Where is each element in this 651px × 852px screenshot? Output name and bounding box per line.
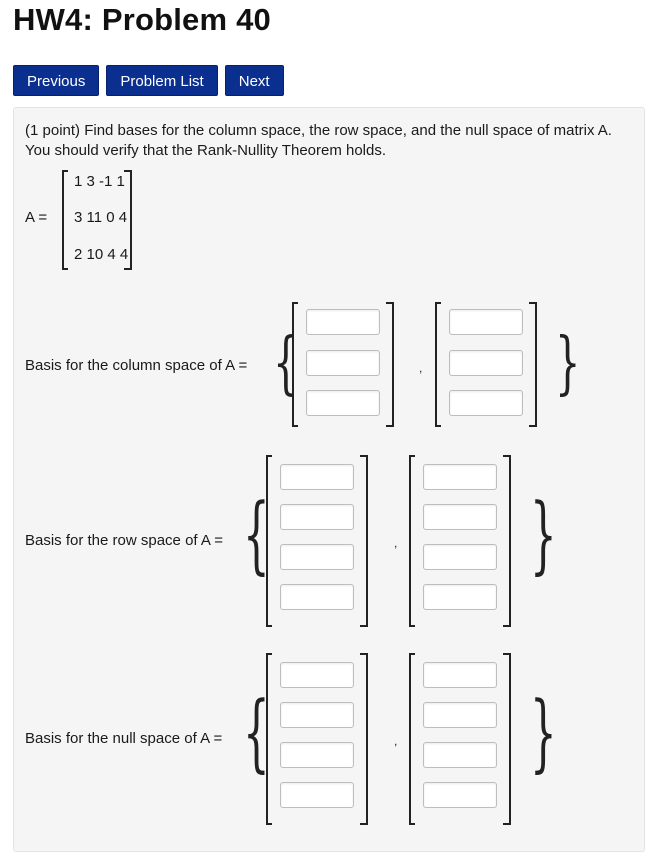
null-space-label: Basis for the null space of A = <box>25 730 223 747</box>
row-basis-v2-entry-4[interactable] <box>423 584 497 610</box>
row-basis-v2-entry-3[interactable] <box>423 544 497 570</box>
column-basis-v2-entry-3[interactable] <box>449 390 523 416</box>
null-basis-v2-entry-3[interactable] <box>423 742 497 768</box>
row-basis-v1-entry-1[interactable] <box>280 464 354 490</box>
row-basis-vector-2 <box>409 455 511 627</box>
vector-comma: , <box>394 536 398 550</box>
previous-button[interactable]: Previous <box>13 65 99 96</box>
null-basis-v1-entry-2[interactable] <box>280 702 354 728</box>
open-brace: { <box>243 485 270 583</box>
close-brace: } <box>530 485 557 583</box>
open-brace: { <box>273 324 299 404</box>
row-basis-v1-entry-4[interactable] <box>280 584 354 610</box>
problem-list-button[interactable]: Problem List <box>106 65 217 96</box>
open-brace: { <box>243 683 270 781</box>
column-basis-v1-entry-2[interactable] <box>306 350 380 376</box>
null-basis-v1-entry-4[interactable] <box>280 782 354 808</box>
column-basis-vector-2 <box>435 302 537 427</box>
column-basis-vector-1 <box>292 302 394 427</box>
column-basis-v1-entry-3[interactable] <box>306 390 380 416</box>
matrix-row-1: 1 3 -1 1 <box>74 173 125 190</box>
problem-nav <box>13 65 284 96</box>
column-space-label: Basis for the column space of A = <box>25 357 248 374</box>
matrix-row-3: 2 10 4 4 <box>74 246 129 263</box>
row-basis-vector-1 <box>266 455 368 627</box>
null-basis-vector-2 <box>409 653 511 825</box>
matrix-label: A = <box>25 209 48 226</box>
row-basis-v2-entry-1[interactable] <box>423 464 497 490</box>
next-button[interactable]: Next <box>225 65 284 96</box>
column-basis-v2-entry-1[interactable] <box>449 309 523 335</box>
row-basis-v2-entry-2[interactable] <box>423 504 497 530</box>
row-space-label: Basis for the row space of A = <box>25 532 224 549</box>
null-basis-v2-entry-1[interactable] <box>423 662 497 688</box>
row-basis-v1-entry-2[interactable] <box>280 504 354 530</box>
close-brace: } <box>555 324 581 404</box>
column-basis-v2-entry-2[interactable] <box>449 350 523 376</box>
problem-panel <box>13 107 645 852</box>
null-basis-v2-entry-4[interactable] <box>423 782 497 808</box>
null-basis-v2-entry-2[interactable] <box>423 702 497 728</box>
row-basis-v1-entry-3[interactable] <box>280 544 354 570</box>
problem-statement: (1 point) Find bases for the column space, the row space, and the null space of matrix A. You should verify that the Rank-Nullity Theorem holds. <box>25 122 612 159</box>
vector-comma: , <box>419 361 423 375</box>
null-basis-v1-entry-3[interactable] <box>280 742 354 768</box>
column-basis-v1-entry-1[interactable] <box>306 309 380 335</box>
null-basis-v1-entry-1[interactable] <box>280 662 354 688</box>
page-title: HW4: Problem 40 <box>13 2 271 37</box>
matrix-a <box>62 170 132 270</box>
vector-comma: , <box>394 734 398 748</box>
matrix-row-2: 3 11 0 4 <box>74 209 128 226</box>
null-basis-vector-1 <box>266 653 368 825</box>
close-brace: } <box>530 683 557 781</box>
